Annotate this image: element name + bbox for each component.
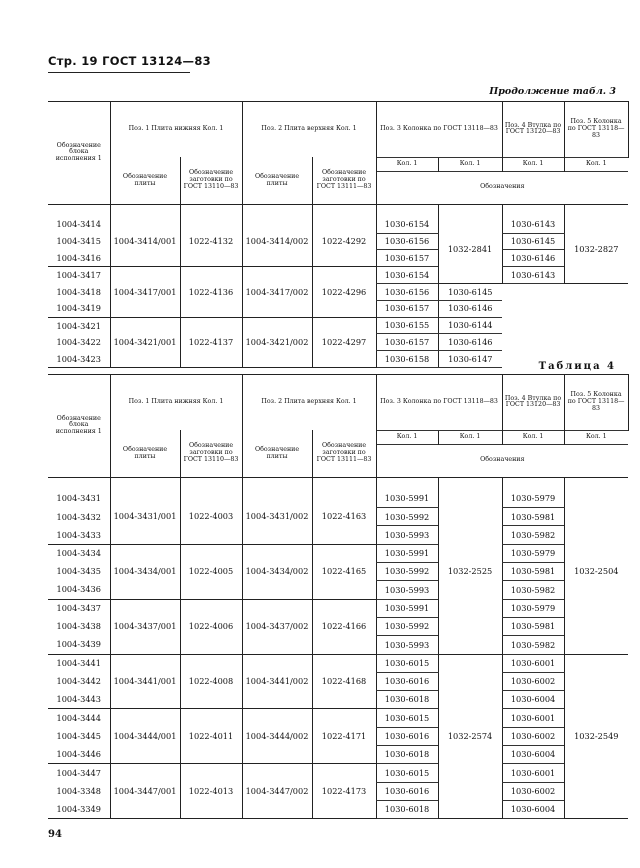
pos5-column-designation: 1030-6002 xyxy=(502,672,564,690)
pos5-column-designation: 1030-5979 xyxy=(502,599,564,617)
lower-blank-designation: 1022-4011 xyxy=(180,709,242,764)
pos5-column-designation: 1030-6004 xyxy=(502,746,564,764)
pos5-column-designation: 1030-6145 xyxy=(438,284,502,301)
pos3-column-designation: 1030-6016 xyxy=(376,782,438,800)
pos5-column-designation: 1030-5979 xyxy=(502,544,564,562)
table-row xyxy=(48,764,628,782)
upper-plate-designation: 1004-3417/002 xyxy=(242,267,312,317)
pos3-column-designation: 1030-5993 xyxy=(376,636,438,654)
pos1-header: Поз. 1 Плита нижняя Кол. 1 xyxy=(110,102,242,158)
pos5-column-designation: 1030-5979 xyxy=(502,489,564,507)
upper-plate-designation: 1004-3434/002 xyxy=(242,544,312,599)
pos3-column-designation: 1030-6016 xyxy=(376,727,438,745)
pos4-qty: Кол. 1 xyxy=(438,157,502,171)
pos5-column-designation: 1030-5982 xyxy=(502,526,564,544)
pos6-bushing-designation: 1032-2827 xyxy=(564,216,628,283)
table-row xyxy=(48,654,628,672)
pos3-column-designation: 1030-6018 xyxy=(376,800,438,818)
upper-blank-designation: 1022-4166 xyxy=(312,599,376,654)
lower-plate-designation: 1004-3431/001 xyxy=(110,489,180,544)
table-row xyxy=(48,599,628,617)
upper-blank-designation: 1022-4173 xyxy=(312,764,376,819)
lower-blank-header: Обозначение заготовки по ГОСТ 13110—83 xyxy=(180,157,242,204)
table-row xyxy=(48,216,628,233)
lower-blank-designation: 1022-4005 xyxy=(180,544,242,599)
block-designation: 1004-3432 xyxy=(56,511,101,522)
pos5-column-designation: 1030-5981 xyxy=(502,563,564,581)
pos4-bushing-designation: 1032-2841 xyxy=(438,216,502,283)
pos3-column-designation: 1030-5993 xyxy=(376,526,438,544)
pos3-column-designation: 1030-6015 xyxy=(376,709,438,727)
pos4-header: Поз. 4 Втулка по ГОСТ 13120—83 xyxy=(502,102,564,158)
block-designation: 1004-3419 xyxy=(48,300,110,317)
block-designation: 1004-3436 xyxy=(48,581,110,599)
pos5-column-designation: 1030-5982 xyxy=(502,636,564,654)
pos4-header: Поз. 4 Втулка по ГОСТ 13120—83 xyxy=(502,375,564,431)
pos2-header: Поз. 2 Плита верхняя Кол. 1 xyxy=(242,375,376,431)
block-designation: 1004-3348 xyxy=(56,785,101,796)
block-designation: 1004-3421 xyxy=(56,320,101,331)
pos6-qty: Кол. 1 xyxy=(564,157,628,171)
block-designation: 1004-3441 xyxy=(56,658,101,669)
pos3-column-designation: 1030-5991 xyxy=(376,544,438,562)
block-designation: 1004-3445 xyxy=(56,731,101,742)
block-designation: 1004-3442 xyxy=(56,676,101,687)
plate-designation-header: Обозначение плиты xyxy=(110,430,180,477)
pos3-column-designation: 1030-6154 xyxy=(376,216,438,233)
block-designation: 1004-3414 xyxy=(56,219,101,230)
pos3-column-designation: 1030-6018 xyxy=(376,691,438,709)
block-designation: 1004-3435 xyxy=(56,566,101,577)
pos5-column-designation: 1030-5981 xyxy=(502,617,564,635)
upper-blank-designation: 1022-4165 xyxy=(312,544,376,599)
lower-plate-designation: 1004-3437/001 xyxy=(110,599,180,654)
lower-blank-header: Обозначение заготовки по ГОСТ 13110—83 xyxy=(180,430,242,477)
pos5-column-designation: 1030-6143 xyxy=(502,267,564,284)
block-designation: 1004-3434 xyxy=(56,548,101,559)
pos5-column-designation: 1030-6146 xyxy=(438,334,502,351)
block-designation: 1004-3431 xyxy=(56,493,101,504)
pos3-header: Поз. 3 Колонка по ГОСТ 13118—83 xyxy=(376,375,502,431)
pos5-column-designation: 1030-5982 xyxy=(502,581,564,599)
plate-designation-header: Обозначение плиты xyxy=(110,157,180,204)
pos5-column-designation: 1030-6001 xyxy=(502,709,564,727)
pos3-column-designation: 1030-6154 xyxy=(376,267,438,284)
lower-plate-designation: 1004-3417/001 xyxy=(110,267,180,317)
pos5-column-designation: 1030-6002 xyxy=(502,727,564,745)
pos3-column-designation: 1030-5992 xyxy=(376,563,438,581)
pos3-column-designation: 1030-6157 xyxy=(376,300,438,317)
pos5-column-designation: 1030-6146 xyxy=(502,250,564,267)
block-designation: 1004-3417 xyxy=(56,270,101,281)
upper-blank-designation: 1022-4168 xyxy=(312,654,376,709)
pos5-column-designation: 1030-6001 xyxy=(502,764,564,782)
pos5-qty: Кол. 1 xyxy=(502,157,564,171)
lower-blank-designation: 1022-4013 xyxy=(180,764,242,819)
block-designation: 1004-3437 xyxy=(56,603,101,614)
pos5-column-designation: 1030-6145 xyxy=(502,233,564,250)
upper-plate-designation: 1004-3441/002 xyxy=(242,654,312,709)
pos3-column-designation: 1030-6157 xyxy=(376,250,438,267)
page-header: Стр. 19 ГОСТ 13124—83 xyxy=(48,54,211,68)
table-3-continuation xyxy=(48,101,628,368)
lower-plate-designation: 1004-3421/001 xyxy=(110,317,180,367)
block-designation: 1004-3439 xyxy=(48,636,110,654)
designation-header: Обозначение блока исполнения 1 xyxy=(48,375,110,478)
pos5-column-designation: 1030-6002 xyxy=(502,782,564,800)
pos3-column-designation: 1030-6016 xyxy=(376,672,438,690)
pos5-column-designation: 1030-6004 xyxy=(502,691,564,709)
pos4-bushing-designation: 1032-2525 xyxy=(438,489,502,654)
upper-plate-designation: 1004-3431/002 xyxy=(242,489,312,544)
upper-plate-designation: 1004-3421/002 xyxy=(242,317,312,367)
lower-plate-designation: 1004-3447/001 xyxy=(110,764,180,819)
pos5-column-designation: 1030-5981 xyxy=(502,508,564,526)
page-number: 94 xyxy=(48,829,62,840)
plate-designation-header: Обозначение плиты xyxy=(242,157,312,204)
header-underline xyxy=(48,72,190,73)
pos5-column-designation: 1030-6143 xyxy=(502,216,564,233)
lower-plate-designation: 1004-3441/001 xyxy=(110,654,180,709)
pos5-header: Поз. 5 Колонка по ГОСТ 13118—83 xyxy=(564,102,628,158)
block-designation: 1004-3423 xyxy=(48,351,110,368)
designation-header: Обозначение блока исполнения 1 xyxy=(48,102,110,205)
pos3-column-designation: 1030-6156 xyxy=(376,284,438,301)
pos3-column-designation: 1030-5991 xyxy=(376,599,438,617)
block-designation: 1004-3438 xyxy=(56,621,101,632)
pos3-column-designation: 1030-5992 xyxy=(376,617,438,635)
lower-blank-designation: 1022-4136 xyxy=(180,267,242,317)
block-designation: 1004-3446 xyxy=(48,746,110,764)
lower-blank-designation: 1022-4132 xyxy=(180,216,242,266)
pos3-column-designation: 1030-6015 xyxy=(376,764,438,782)
lower-blank-designation: 1022-4008 xyxy=(180,654,242,709)
pos5-column-designation: 1030-6146 xyxy=(438,300,502,317)
block-designation: 1004-3443 xyxy=(48,691,110,709)
pos3-column-designation: 1030-5992 xyxy=(376,508,438,526)
upper-blank-designation: 1022-4292 xyxy=(312,216,376,266)
pos1-header: Поз. 1 Плита нижняя Кол. 1 xyxy=(110,375,242,431)
block-designation: 1004-3416 xyxy=(48,250,110,267)
lower-blank-designation: 1022-4137 xyxy=(180,317,242,367)
table-4 xyxy=(48,374,628,819)
upper-plate-designation: 1004-3414/002 xyxy=(242,216,312,266)
pos3-column-designation: 1030-6158 xyxy=(376,351,438,368)
pos5-column-designation: 1030-6001 xyxy=(502,654,564,672)
pos5-column-designation: 1030-6147 xyxy=(438,351,502,368)
pos6-bushing-designation: 1032-2549 xyxy=(564,654,628,819)
block-designation: 1004-3433 xyxy=(48,526,110,544)
pos5-column-designation: 1030-6144 xyxy=(438,317,502,334)
upper-blank-header: Обозначение заготовки по ГОСТ 13111—83 xyxy=(312,430,376,477)
pos6-qty: Кол. 1 xyxy=(564,430,628,444)
upper-plate-designation: 1004-3444/002 xyxy=(242,709,312,764)
pos3-header: Поз. 3 Колонка по ГОСТ 13118—83 xyxy=(376,102,502,158)
pos3-column-designation: 1030-5993 xyxy=(376,581,438,599)
block-designation: 1004-3422 xyxy=(56,337,101,348)
pos3-column-designation: 1030-6155 xyxy=(376,317,438,334)
pos3-column-designation: 1030-5991 xyxy=(376,489,438,507)
pos5-header: Поз. 5 Колонка по ГОСТ 13118—83 xyxy=(564,375,628,431)
lower-blank-designation: 1022-4006 xyxy=(180,599,242,654)
upper-plate-designation: 1004-3437/002 xyxy=(242,599,312,654)
designations-header: Обозначения xyxy=(376,444,628,477)
continuation-label: Продолжение табл. 3 xyxy=(489,86,616,97)
pos3-qty: Кол. 1 xyxy=(376,430,438,444)
pos4-bushing-designation: 1032-2574 xyxy=(438,654,502,819)
upper-blank-designation: 1022-4296 xyxy=(312,267,376,317)
block-designation: 1004-3447 xyxy=(56,767,101,778)
pos5-column-designation: 1030-6004 xyxy=(502,800,564,818)
table-row xyxy=(48,544,628,562)
pos5-qty: Кол. 1 xyxy=(502,430,564,444)
upper-blank-designation: 1022-4297 xyxy=(312,317,376,367)
upper-blank-header: Обозначение заготовки по ГОСТ 13111—83 xyxy=(312,157,376,204)
table-row xyxy=(48,267,628,284)
table-row xyxy=(48,709,628,727)
designations-header: Обозначения xyxy=(376,171,628,204)
pos3-column-designation: 1030-6156 xyxy=(376,233,438,250)
block-designation: 1004-3349 xyxy=(48,800,110,818)
lower-blank-designation: 1022-4003 xyxy=(180,489,242,544)
lower-plate-designation: 1004-3434/001 xyxy=(110,544,180,599)
lower-plate-designation: 1004-3414/001 xyxy=(110,216,180,266)
pos2-header: Поз. 2 Плита верхняя Кол. 1 xyxy=(242,102,376,158)
pos3-column-designation: 1030-6157 xyxy=(376,334,438,351)
block-designation: 1004-3418 xyxy=(56,286,101,297)
table-4-caption: Таблица 4 xyxy=(538,361,616,372)
table-row xyxy=(48,317,628,334)
block-designation: 1004-3444 xyxy=(56,713,101,724)
pos4-qty: Кол. 1 xyxy=(438,430,502,444)
upper-blank-designation: 1022-4171 xyxy=(312,709,376,764)
plate-designation-header: Обозначение плиты xyxy=(242,430,312,477)
pos3-column-designation: 1030-6015 xyxy=(376,654,438,672)
block-designation: 1004-3415 xyxy=(56,236,101,247)
upper-plate-designation: 1004-3447/002 xyxy=(242,764,312,819)
pos3-column-designation: 1030-6018 xyxy=(376,746,438,764)
upper-blank-designation: 1022-4163 xyxy=(312,489,376,544)
lower-plate-designation: 1004-3444/001 xyxy=(110,709,180,764)
pos6-bushing-designation: 1032-2504 xyxy=(564,489,628,654)
pos3-qty: Кол. 1 xyxy=(376,157,438,171)
table-row xyxy=(48,489,628,507)
